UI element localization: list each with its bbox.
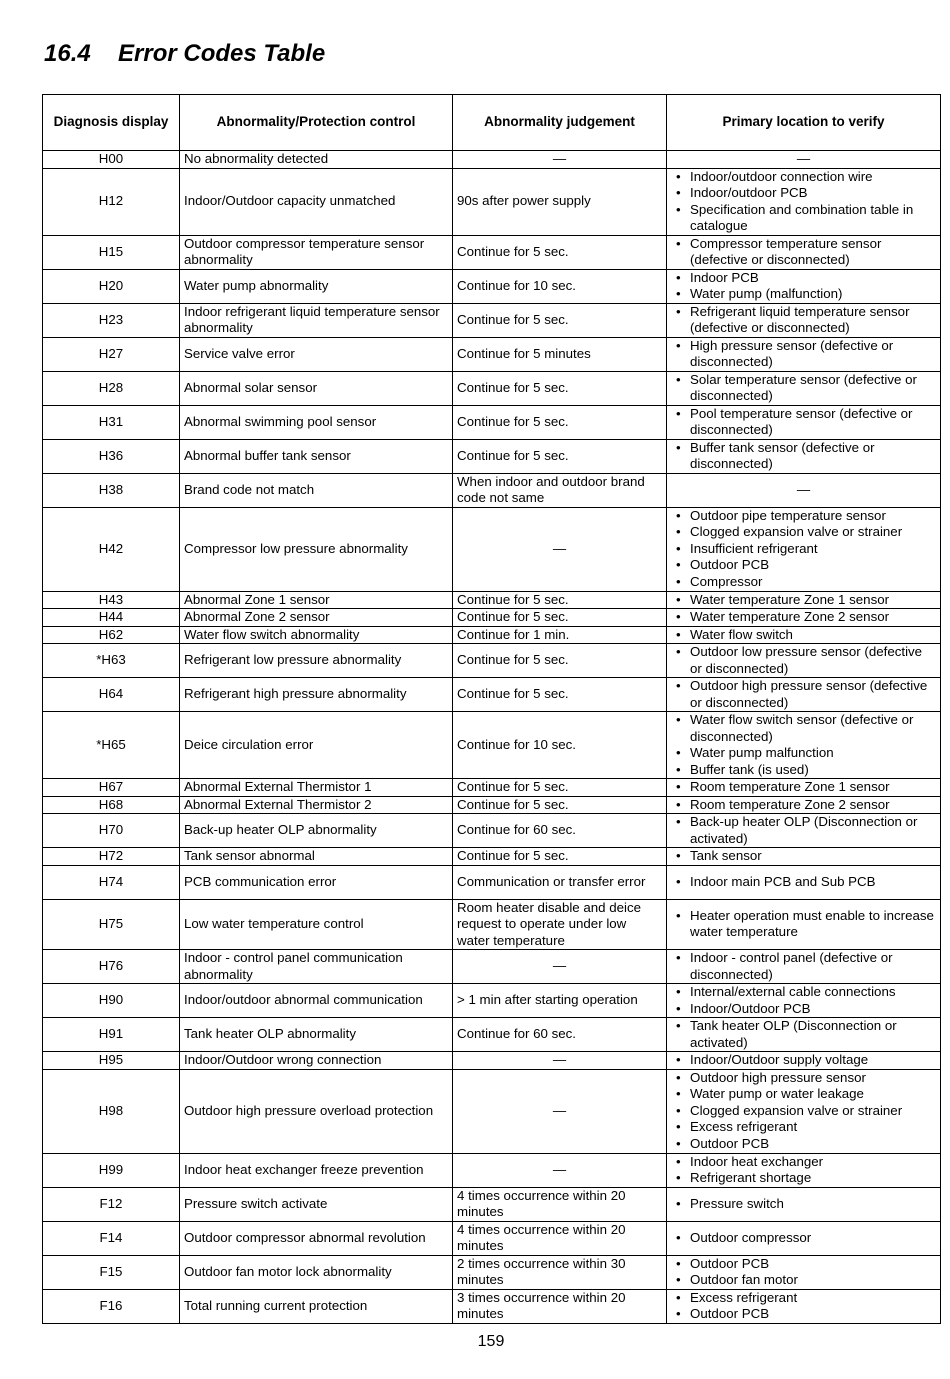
table-row — [43, 814, 941, 848]
section-number: 16.4 — [44, 40, 91, 67]
location-item: • Outdoor low pressure sensor (defective or disconnected) — [671, 644, 936, 677]
location-item: • Outdoor pipe temperature sensor — [671, 508, 936, 525]
cell-diagnosis-code: F14 — [43, 1221, 180, 1255]
cell-abnormality: Compressor low pressure abnormality — [180, 507, 453, 591]
location-item: • Indoor/Outdoor supply voltage — [671, 1052, 936, 1069]
location-list — [671, 1154, 936, 1187]
cell-judgement: Continue for 5 sec. — [453, 439, 667, 473]
location-list — [671, 1230, 936, 1247]
cell-judgement: > 1 min after starting operation — [453, 984, 667, 1018]
cell-abnormality: Abnormal buffer tank sensor — [180, 439, 453, 473]
location-list — [671, 1070, 936, 1153]
location-list — [671, 950, 936, 983]
location-item: • Water pump or water leakage — [671, 1086, 936, 1103]
table-row — [43, 1221, 941, 1255]
location-list — [671, 1052, 936, 1069]
location-item: • Room temperature Zone 2 sensor — [671, 797, 936, 814]
header-location: Primary location to verify — [667, 95, 941, 151]
location-list — [671, 592, 936, 609]
table-row — [43, 644, 941, 678]
cell-judgement: 4 times occurrence within 20 minutes — [453, 1221, 667, 1255]
location-item: • Water flow switch sensor (defective or disconnected) — [671, 712, 936, 745]
cell-location — [667, 865, 941, 899]
cell-judgement: — — [453, 1069, 667, 1153]
cell-judgement: Continue for 60 sec. — [453, 814, 667, 848]
cell-diagnosis-code: H23 — [43, 303, 180, 337]
cell-judgement: 4 times occurrence within 20 minutes — [453, 1187, 667, 1221]
cell-diagnosis-code: H76 — [43, 950, 180, 984]
cell-diagnosis-code: H74 — [43, 865, 180, 899]
location-item: • Heater operation must enable to increase water temperature — [671, 908, 936, 941]
location-item: • Outdoor PCB — [671, 1136, 936, 1153]
cell-diagnosis-code: H38 — [43, 473, 180, 507]
cell-location — [667, 1221, 941, 1255]
table-row — [43, 609, 941, 627]
cell-diagnosis-code: H90 — [43, 984, 180, 1018]
location-list — [671, 1256, 936, 1289]
table-row — [43, 626, 941, 644]
location-item: • Outdoor PCB — [671, 557, 936, 574]
location-item: • Room temperature Zone 1 sensor — [671, 779, 936, 796]
location-item: • Indoor - control panel (defective or disconnected) — [671, 950, 936, 983]
cell-diagnosis-code: F16 — [43, 1289, 180, 1323]
cell-diagnosis-code: H67 — [43, 779, 180, 797]
cell-abnormality: PCB communication error — [180, 865, 453, 899]
location-list — [671, 236, 936, 269]
location-item: • Outdoor PCB — [671, 1306, 936, 1323]
cell-location: — — [667, 151, 941, 169]
location-item: • Back-up heater OLP (Disconnection or activated) — [671, 814, 936, 847]
cell-diagnosis-code: *H63 — [43, 644, 180, 678]
table-row — [43, 371, 941, 405]
cell-location — [667, 814, 941, 848]
cell-location — [667, 1153, 941, 1187]
cell-diagnosis-code: H75 — [43, 899, 180, 950]
location-item: • Indoor/Outdoor PCB — [671, 1001, 936, 1018]
cell-judgement: — — [453, 507, 667, 591]
table-row — [43, 591, 941, 609]
cell-judgement: 3 times occurrence within 20 minutes — [453, 1289, 667, 1323]
cell-diagnosis-code: H70 — [43, 814, 180, 848]
location-list — [671, 169, 936, 235]
cell-abnormality: Indoor heat exchanger freeze prevention — [180, 1153, 453, 1187]
location-list — [671, 270, 936, 303]
location-list — [671, 712, 936, 778]
cell-diagnosis-code: H64 — [43, 678, 180, 712]
cell-diagnosis-code: H28 — [43, 371, 180, 405]
table-row — [43, 1052, 941, 1070]
cell-diagnosis-code: H95 — [43, 1052, 180, 1070]
cell-diagnosis-code: H91 — [43, 1018, 180, 1052]
location-list — [671, 609, 936, 626]
cell-location — [667, 1018, 941, 1052]
table-row — [43, 507, 941, 591]
section-heading — [44, 40, 325, 68]
location-item: • High pressure sensor (defective or disconnected) — [671, 338, 936, 371]
cell-abnormality: Indoor refrigerant liquid temperature sensor abnormality — [180, 303, 453, 337]
location-item: • Refrigerant shortage — [671, 1170, 936, 1187]
cell-judgement: Continue for 5 sec. — [453, 644, 667, 678]
location-list — [671, 1196, 936, 1213]
cell-abnormality: Abnormal Zone 1 sensor — [180, 591, 453, 609]
error-codes-table — [42, 94, 941, 1324]
cell-abnormality: Refrigerant low pressure abnormality — [180, 644, 453, 678]
cell-abnormality: Pressure switch activate — [180, 1187, 453, 1221]
table-row — [43, 779, 941, 797]
location-item: • Water flow switch — [671, 627, 936, 644]
cell-diagnosis-code: F12 — [43, 1187, 180, 1221]
location-item: • Indoor main PCB and Sub PCB — [671, 874, 936, 891]
cell-abnormality: Outdoor compressor temperature sensor abnormality — [180, 235, 453, 269]
table-row — [43, 269, 941, 303]
location-item: • Indoor heat exchanger — [671, 1154, 936, 1171]
cell-abnormality: Outdoor high pressure overload protection — [180, 1069, 453, 1153]
section-title: Error Codes Table — [118, 40, 326, 67]
location-item: • Excess refrigerant — [671, 1290, 936, 1307]
cell-diagnosis-code: H72 — [43, 848, 180, 866]
cell-abnormality: Abnormal External Thermistor 2 — [180, 796, 453, 814]
location-item: • Buffer tank sensor (defective or disconnected) — [671, 440, 936, 473]
table-row — [43, 796, 941, 814]
location-list — [671, 779, 936, 796]
location-item: • Solar temperature sensor (defective or disconnected) — [671, 372, 936, 405]
header-judgement: Abnormality judgement — [453, 95, 667, 151]
cell-abnormality: Outdoor compressor abnormal revolution — [180, 1221, 453, 1255]
cell-diagnosis-code: H62 — [43, 626, 180, 644]
cell-abnormality: Deice circulation error — [180, 712, 453, 779]
location-item: • Insufficient refrigerant — [671, 541, 936, 558]
cell-abnormality: Tank heater OLP abnormality — [180, 1018, 453, 1052]
cell-location — [667, 644, 941, 678]
cell-diagnosis-code: H27 — [43, 337, 180, 371]
table-row — [43, 1187, 941, 1221]
cell-diagnosis-code: H36 — [43, 439, 180, 473]
location-item: • Water pump malfunction — [671, 745, 936, 762]
location-item: • Indoor PCB — [671, 270, 936, 287]
cell-judgement: Continue for 5 sec. — [453, 591, 667, 609]
cell-abnormality: Abnormal External Thermistor 1 — [180, 779, 453, 797]
cell-diagnosis-code: H99 — [43, 1153, 180, 1187]
cell-judgement: Communication or transfer error — [453, 865, 667, 899]
location-list — [671, 644, 936, 677]
location-list — [671, 678, 936, 711]
cell-abnormality: Brand code not match — [180, 473, 453, 507]
table-row — [43, 151, 941, 169]
table-row — [43, 235, 941, 269]
cell-judgement: Continue for 10 sec. — [453, 269, 667, 303]
cell-abnormality: Back-up heater OLP abnormality — [180, 814, 453, 848]
table-row — [43, 168, 941, 235]
location-item: • Outdoor high pressure sensor (defective or disconnected) — [671, 678, 936, 711]
cell-abnormality: Water flow switch abnormality — [180, 626, 453, 644]
cell-diagnosis-code: H42 — [43, 507, 180, 591]
table-row — [43, 473, 941, 507]
cell-abnormality: Refrigerant high pressure abnormality — [180, 678, 453, 712]
cell-judgement: Continue for 60 sec. — [453, 1018, 667, 1052]
cell-judgement: Continue for 5 sec. — [453, 796, 667, 814]
cell-judgement: 2 times occurrence within 30 minutes — [453, 1255, 667, 1289]
cell-judgement: Continue for 5 sec. — [453, 405, 667, 439]
cell-abnormality: Tank sensor abnormal — [180, 848, 453, 866]
cell-judgement: — — [453, 1052, 667, 1070]
cell-abnormality: No abnormality detected — [180, 151, 453, 169]
cell-location — [667, 609, 941, 627]
cell-location — [667, 1069, 941, 1153]
location-list — [671, 797, 936, 814]
cell-judgement: Continue for 1 min. — [453, 626, 667, 644]
cell-judgement: Continue for 5 sec. — [453, 303, 667, 337]
cell-location — [667, 678, 941, 712]
cell-location — [667, 899, 941, 950]
location-item: • Outdoor high pressure sensor — [671, 1070, 936, 1087]
location-list — [671, 440, 936, 473]
cell-location — [667, 439, 941, 473]
cell-location — [667, 235, 941, 269]
cell-judgement: Continue for 10 sec. — [453, 712, 667, 779]
table-row — [43, 1069, 941, 1153]
location-item: • Water temperature Zone 1 sensor — [671, 592, 936, 609]
cell-judgement: Continue for 5 sec. — [453, 609, 667, 627]
location-item: • Water pump (malfunction) — [671, 286, 936, 303]
table-row — [43, 984, 941, 1018]
table-row — [43, 1289, 941, 1323]
location-item: • Pool temperature sensor (defective or disconnected) — [671, 406, 936, 439]
table-body — [43, 151, 941, 1324]
cell-location — [667, 1187, 941, 1221]
location-item: • Outdoor fan motor — [671, 1272, 936, 1289]
cell-diagnosis-code: H12 — [43, 168, 180, 235]
location-item: • Clogged expansion valve or strainer — [671, 524, 936, 541]
location-list — [671, 406, 936, 439]
location-list — [671, 372, 936, 405]
location-item: • Specification and combination table in catalogue — [671, 202, 936, 235]
location-item: • Pressure switch — [671, 1196, 936, 1213]
cell-judgement: Continue for 5 sec. — [453, 235, 667, 269]
cell-location — [667, 269, 941, 303]
cell-judgement: — — [453, 151, 667, 169]
location-item: • Outdoor compressor — [671, 1230, 936, 1247]
table-row — [43, 1018, 941, 1052]
cell-diagnosis-code: H68 — [43, 796, 180, 814]
table-row — [43, 405, 941, 439]
cell-diagnosis-code: H15 — [43, 235, 180, 269]
location-item: • Refrigerant liquid temperature sensor (defective or disconnected) — [671, 304, 936, 337]
cell-abnormality: Service valve error — [180, 337, 453, 371]
cell-location — [667, 591, 941, 609]
cell-diagnosis-code: H00 — [43, 151, 180, 169]
cell-location — [667, 779, 941, 797]
cell-judgement: — — [453, 1153, 667, 1187]
table-header-row — [43, 95, 941, 151]
cell-abnormality: Indoor/Outdoor wrong connection — [180, 1052, 453, 1070]
cell-location — [667, 303, 941, 337]
cell-location — [667, 796, 941, 814]
table-row — [43, 678, 941, 712]
table-row — [43, 1153, 941, 1187]
location-list — [671, 874, 936, 891]
cell-location — [667, 950, 941, 984]
cell-abnormality: Abnormal Zone 2 sensor — [180, 609, 453, 627]
cell-diagnosis-code: H43 — [43, 591, 180, 609]
location-item: • Excess refrigerant — [671, 1119, 936, 1136]
cell-abnormality: Low water temperature control — [180, 899, 453, 950]
cell-location — [667, 712, 941, 779]
cell-judgement: Continue for 5 sec. — [453, 848, 667, 866]
header-diagnosis-display: Diagnosis display — [43, 95, 180, 151]
location-item: • Indoor/outdoor PCB — [671, 185, 936, 202]
table-row — [43, 950, 941, 984]
location-item: • Internal/external cable connections — [671, 984, 936, 1001]
table-row — [43, 899, 941, 950]
location-list — [671, 508, 936, 591]
location-list — [671, 338, 936, 371]
location-item: • Clogged expansion valve or strainer — [671, 1103, 936, 1120]
table-row — [43, 865, 941, 899]
table-row — [43, 303, 941, 337]
cell-judgement: — — [453, 950, 667, 984]
location-list — [671, 984, 936, 1017]
cell-diagnosis-code: H20 — [43, 269, 180, 303]
cell-diagnosis-code: H44 — [43, 609, 180, 627]
cell-abnormality: Indoor/Outdoor capacity unmatched — [180, 168, 453, 235]
cell-abnormality: Water pump abnormality — [180, 269, 453, 303]
table-row — [43, 439, 941, 473]
location-list — [671, 814, 936, 847]
location-list — [671, 1018, 936, 1051]
cell-location — [667, 371, 941, 405]
cell-location — [667, 848, 941, 866]
cell-diagnosis-code: H31 — [43, 405, 180, 439]
location-item: • Outdoor PCB — [671, 1256, 936, 1273]
cell-abnormality: Indoor/outdoor abnormal communication — [180, 984, 453, 1018]
table-row — [43, 848, 941, 866]
cell-abnormality: Abnormal swimming pool sensor — [180, 405, 453, 439]
location-item: • Compressor — [671, 574, 936, 591]
location-item: • Water temperature Zone 2 sensor — [671, 609, 936, 626]
location-list — [671, 1290, 936, 1323]
cell-location — [667, 1255, 941, 1289]
cell-location: — — [667, 473, 941, 507]
location-list — [671, 908, 936, 941]
cell-abnormality: Abnormal solar sensor — [180, 371, 453, 405]
cell-diagnosis-code: H98 — [43, 1069, 180, 1153]
cell-location — [667, 626, 941, 644]
cell-abnormality: Indoor - control panel communication abnormality — [180, 950, 453, 984]
cell-judgement: Continue for 5 sec. — [453, 678, 667, 712]
location-item: • Tank heater OLP (Disconnection or activated) — [671, 1018, 936, 1051]
table-row — [43, 1255, 941, 1289]
cell-judgement: Continue for 5 minutes — [453, 337, 667, 371]
cell-location — [667, 1052, 941, 1070]
cell-abnormality: Total running current protection — [180, 1289, 453, 1323]
cell-location — [667, 337, 941, 371]
cell-location — [667, 507, 941, 591]
cell-location — [667, 984, 941, 1018]
cell-judgement: Room heater disable and deice request to operate under low water temperature — [453, 899, 667, 950]
cell-judgement: Continue for 5 sec. — [453, 779, 667, 797]
table-row — [43, 712, 941, 779]
location-item: • Indoor/outdoor connection wire — [671, 169, 936, 186]
location-list — [671, 848, 936, 865]
cell-location — [667, 1289, 941, 1323]
cell-judgement: Continue for 5 sec. — [453, 371, 667, 405]
location-list — [671, 304, 936, 337]
location-item: • Tank sensor — [671, 848, 936, 865]
table-row — [43, 337, 941, 371]
cell-location — [667, 168, 941, 235]
location-list — [671, 627, 936, 644]
cell-location — [667, 405, 941, 439]
cell-diagnosis-code: *H65 — [43, 712, 180, 779]
cell-abnormality: Outdoor fan motor lock abnormality — [180, 1255, 453, 1289]
location-item: • Compressor temperature sensor (defective or disconnected) — [671, 236, 936, 269]
page-number: 159 — [477, 1333, 505, 1350]
cell-judgement: When indoor and outdoor brand code not same — [453, 473, 667, 507]
location-item: • Buffer tank (is used) — [671, 762, 936, 779]
cell-diagnosis-code: F15 — [43, 1255, 180, 1289]
cell-judgement: 90s after power supply — [453, 168, 667, 235]
header-abnormality: Abnormality/Protection control — [180, 95, 453, 151]
